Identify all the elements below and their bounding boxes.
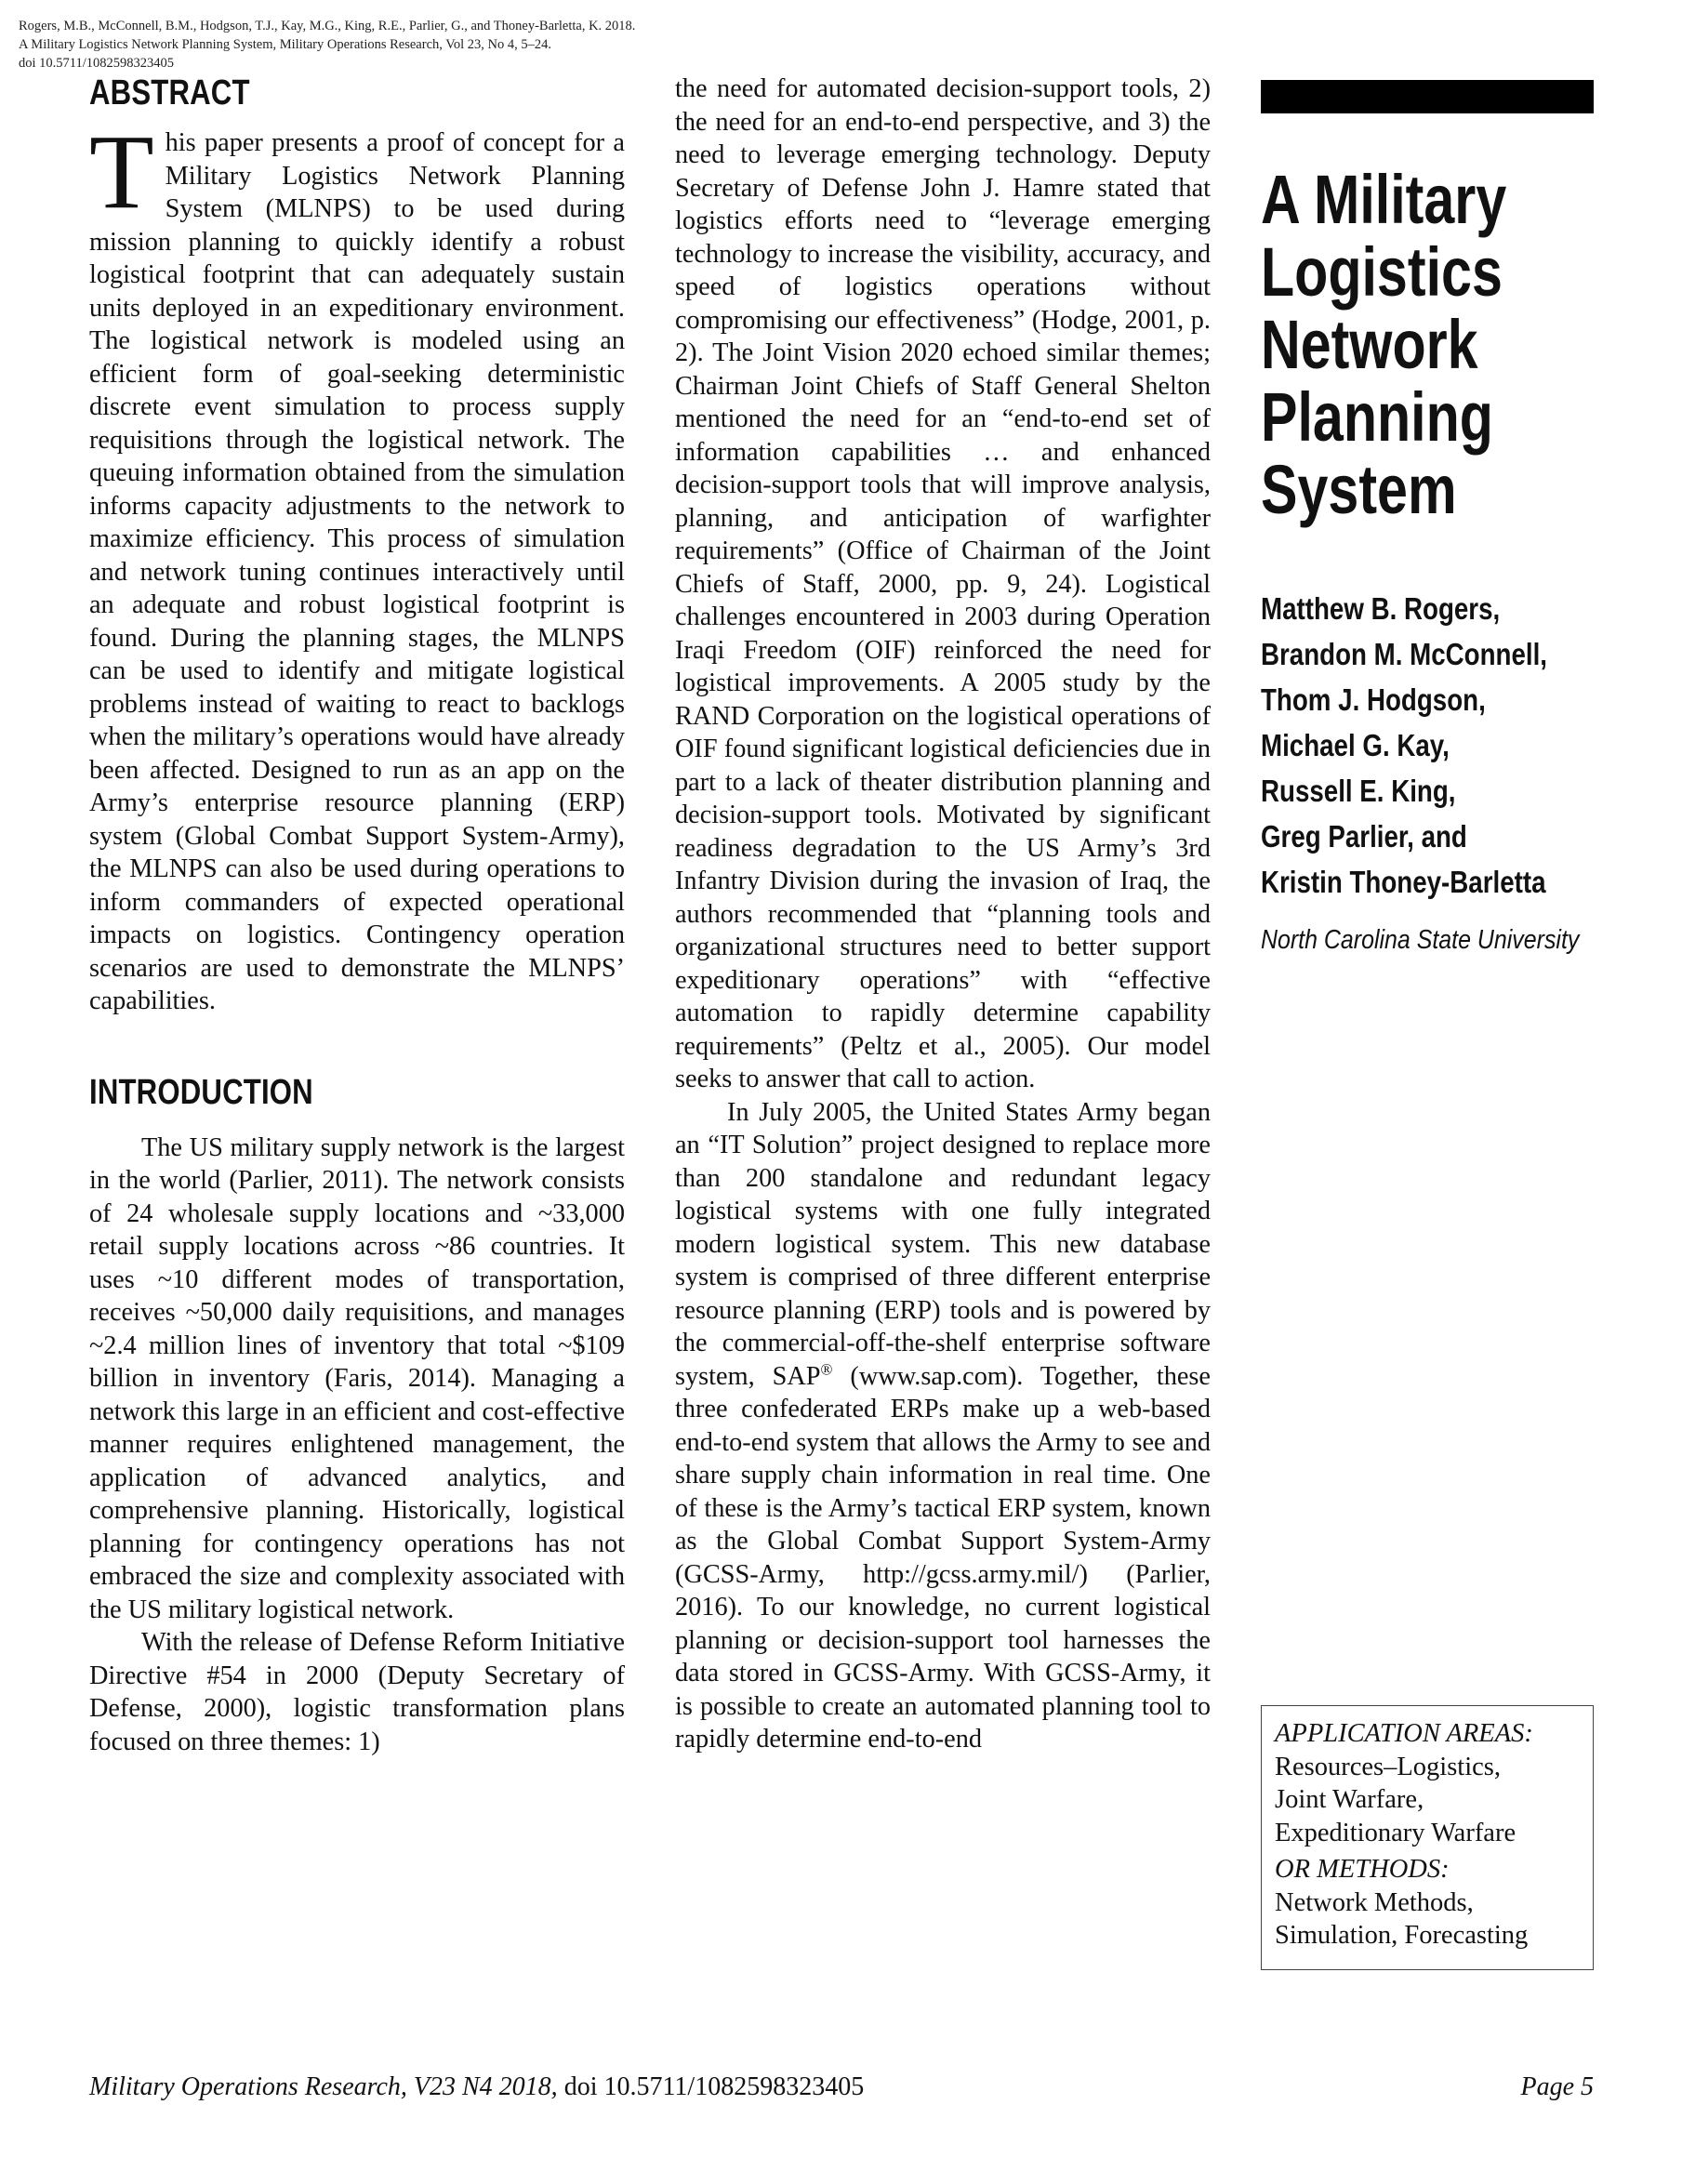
author-list: [1261, 586, 1612, 905]
application-area: Expeditionary Warfare: [1275, 1818, 1516, 1847]
title-line: Logistics: [1261, 233, 1503, 311]
author-name: Brandon M. McConnell,: [1261, 637, 1548, 671]
intro-paragraph-2-continued: the need for automated decision-support tools, 2) the need for an end-to-end perspective, and 3) the need to leverage emerging technology. Deputy Secretary of Defense John J. Hamre stated that logistics efforts need to “leverage emerging technology to increase the visibility, accuracy, and speed of logistics operations without compromising our effectiveness” (Hodge, 2001, p. 2). The Joint Vision 2020 echoed similar themes; Chairman Joint Chiefs of Staff General Shelton mentioned the need for an “end-to-end set of information capabilities … and enhanced decision-support tools that will improve analysis, planning, and anticipation of warfighter requirements” (Office of Chairman of the Joint Chiefs of Staff, 2000, pp. 9, 24). Logistical challenges encountered in 2003 during Operation Iraqi Freedom (OIF) reinforced the need for logistical improvements. A 2005 study by the RAND Corporation on the logistical operations of OIF found significant logistical deficiencies due in part to a lack of theater distribution planning and decision-support tools. Motivated by significant readiness degradation to the US Army’s 3rd Infantry Division during the invasion of Iraq, the authors recommended that “planning tools and organizational structures need to better support expeditionary operations” with “effective automation to rapidly determine capability requirements” (Peltz et al., 2005). Our model seeks to answer that call to action.: [675, 74, 1211, 1093]
author-name: Kristin Thoney-Barletta: [1261, 865, 1546, 899]
author-name: Matthew B. Rogers,: [1261, 591, 1501, 626]
left-column: [89, 73, 625, 1758]
middle-column: [675, 73, 1211, 1756]
author-name: Thom J. Hodgson,: [1261, 682, 1486, 717]
footer-citation: [89, 2071, 864, 2103]
citation-line: doi 10.5711/1082598323405: [19, 56, 175, 71]
or-methods-heading: OR METHODS:: [1275, 1855, 1450, 1884]
application-area: Resources–Logistics,: [1275, 1752, 1502, 1781]
title-line: Planning: [1261, 378, 1493, 456]
abstract-paragraph: [89, 113, 625, 1018]
registered-mark: ®: [820, 1360, 833, 1379]
intro-paragraph-3: In July 2005, the United States Army began an “IT Solution” project designed to replace more than 200 standalone and redundant legacy logistical systems with one fully integrated modern logistical system. This new database system is comprised of three different enterprise resource planning (ERP) tools and is powered by the commercial-off-the-shelf enterprise software system, SAP® (www.sap.com). Together, these three confederated ERPs make up a web-based end-to-end system that allows the Army to see and share supply chain information in real time. One of these is the Army’s tactical ERP system, known as the Global Combat Support System-Army (GCSS-Army, http://gcss.army.mil/) (Parlier, 2016). To our knowledge, no current logistical planning or decision-support tool harnesses the data stored in GCSS-Army. With GCSS-Army, it is possible to create an automated planning tool to rapidly determine end-to-end: [675, 1097, 1211, 1754]
article-title: [1261, 161, 1573, 528]
abstract-text: his paper presents a proof of concept for a Military Logistics Network Planning System (MLNPS) to be used during mission planning to quickly identify a robust logistical footprint that can adequately sustain units deployed in an expeditionary environment. The logistical network is modeled using an efficient form of goal-seeking deterministic discrete event simulation to process supply requisitions through the logistical network. The queuing information obtained from the simulation informs capacity adjustments to the network to maximize efficiency. This process of simulation and network tuning continues interactively until an adequate and robust logistical footprint is found. During the planning stages, the MLNPS can be used to identify and mitigate logistical problems instead of waiting to react to backlogs when the military’s operations would have already been affected. Designed to run as an app on the Army’s enterprise resource planning (ERP) system (Global Combat Support System-Army), the MLNPS can also be used during operations to inform commanders of expected operational impacts on logistics. Contingency operation scenarios are used to demonstrate the MLNPS’ capabilities.: [89, 128, 625, 1015]
footer-doi: doi 10.5711/1082598323405: [557, 2072, 865, 2101]
citation-header: [19, 17, 1041, 73]
title-bar: [1261, 80, 1594, 113]
citation-line: A Military Logistics Network Planning System, Military Operations Research, Vol 23, No 4, 5–24.: [19, 37, 551, 52]
application-areas-box: [1261, 1705, 1594, 1970]
introduction-heading: INTRODUCTION: [89, 1072, 313, 1112]
application-area: Joint Warfare,: [1275, 1785, 1424, 1814]
title-line: A Military: [1261, 161, 1507, 238]
or-method: Network Methods,: [1275, 1887, 1474, 1917]
abstract-heading: ABSTRACT: [89, 73, 250, 113]
affiliation: North Carolina State University: [1261, 925, 1580, 955]
title-line: Network: [1261, 306, 1478, 383]
citation-line: Rogers, M.B., McConnell, B.M., Hodgson, T.J., Kay, M.G., King, R.E., Parlier, G., and Thoney-Barletta, K. 2018.: [19, 19, 636, 33]
author-name: Michael G. Kay,: [1261, 728, 1450, 762]
intro-paragraph-1: The US military supply network is the largest in the world (Parlier, 2011). The network consists of 24 wholesale supply locations and ~33,000 retail supply locations across ~86 countries. It uses ~10 different modes of transportation, receives ~50,000 daily requisitions, and manages ~2.4 million lines of inventory that total ~$109 billion in inventory (Faris, 2014). Managing a network this large in an efficient and cost-effective manner requires enlightened management, the application of advanced analytics, and comprehensive planning. Historically, logistical planning for contingency operations has not embraced the size and complexity associated with the US military logistical network.: [89, 1132, 625, 1624]
or-method: Simulation, Forecasting: [1275, 1921, 1529, 1950]
journal-name: Military Operations Research, V23 N4 2018,: [89, 2072, 558, 2101]
author-name: Greg Parlier, and: [1261, 819, 1467, 854]
intro-paragraph-2: With the release of Defense Reform Initiative Directive #54 in 2000 (Deputy Secretary of Defense, 2000), logistic transformation plans focused on three themes: 1): [89, 1628, 625, 1756]
title-line: System: [1261, 451, 1457, 528]
author-name: Russell E. King,: [1261, 774, 1456, 808]
application-areas-heading: APPLICATION AREAS:: [1275, 1719, 1533, 1748]
drop-cap: T: [89, 113, 154, 231]
page-number: Page 5: [1520, 2072, 1594, 2101]
